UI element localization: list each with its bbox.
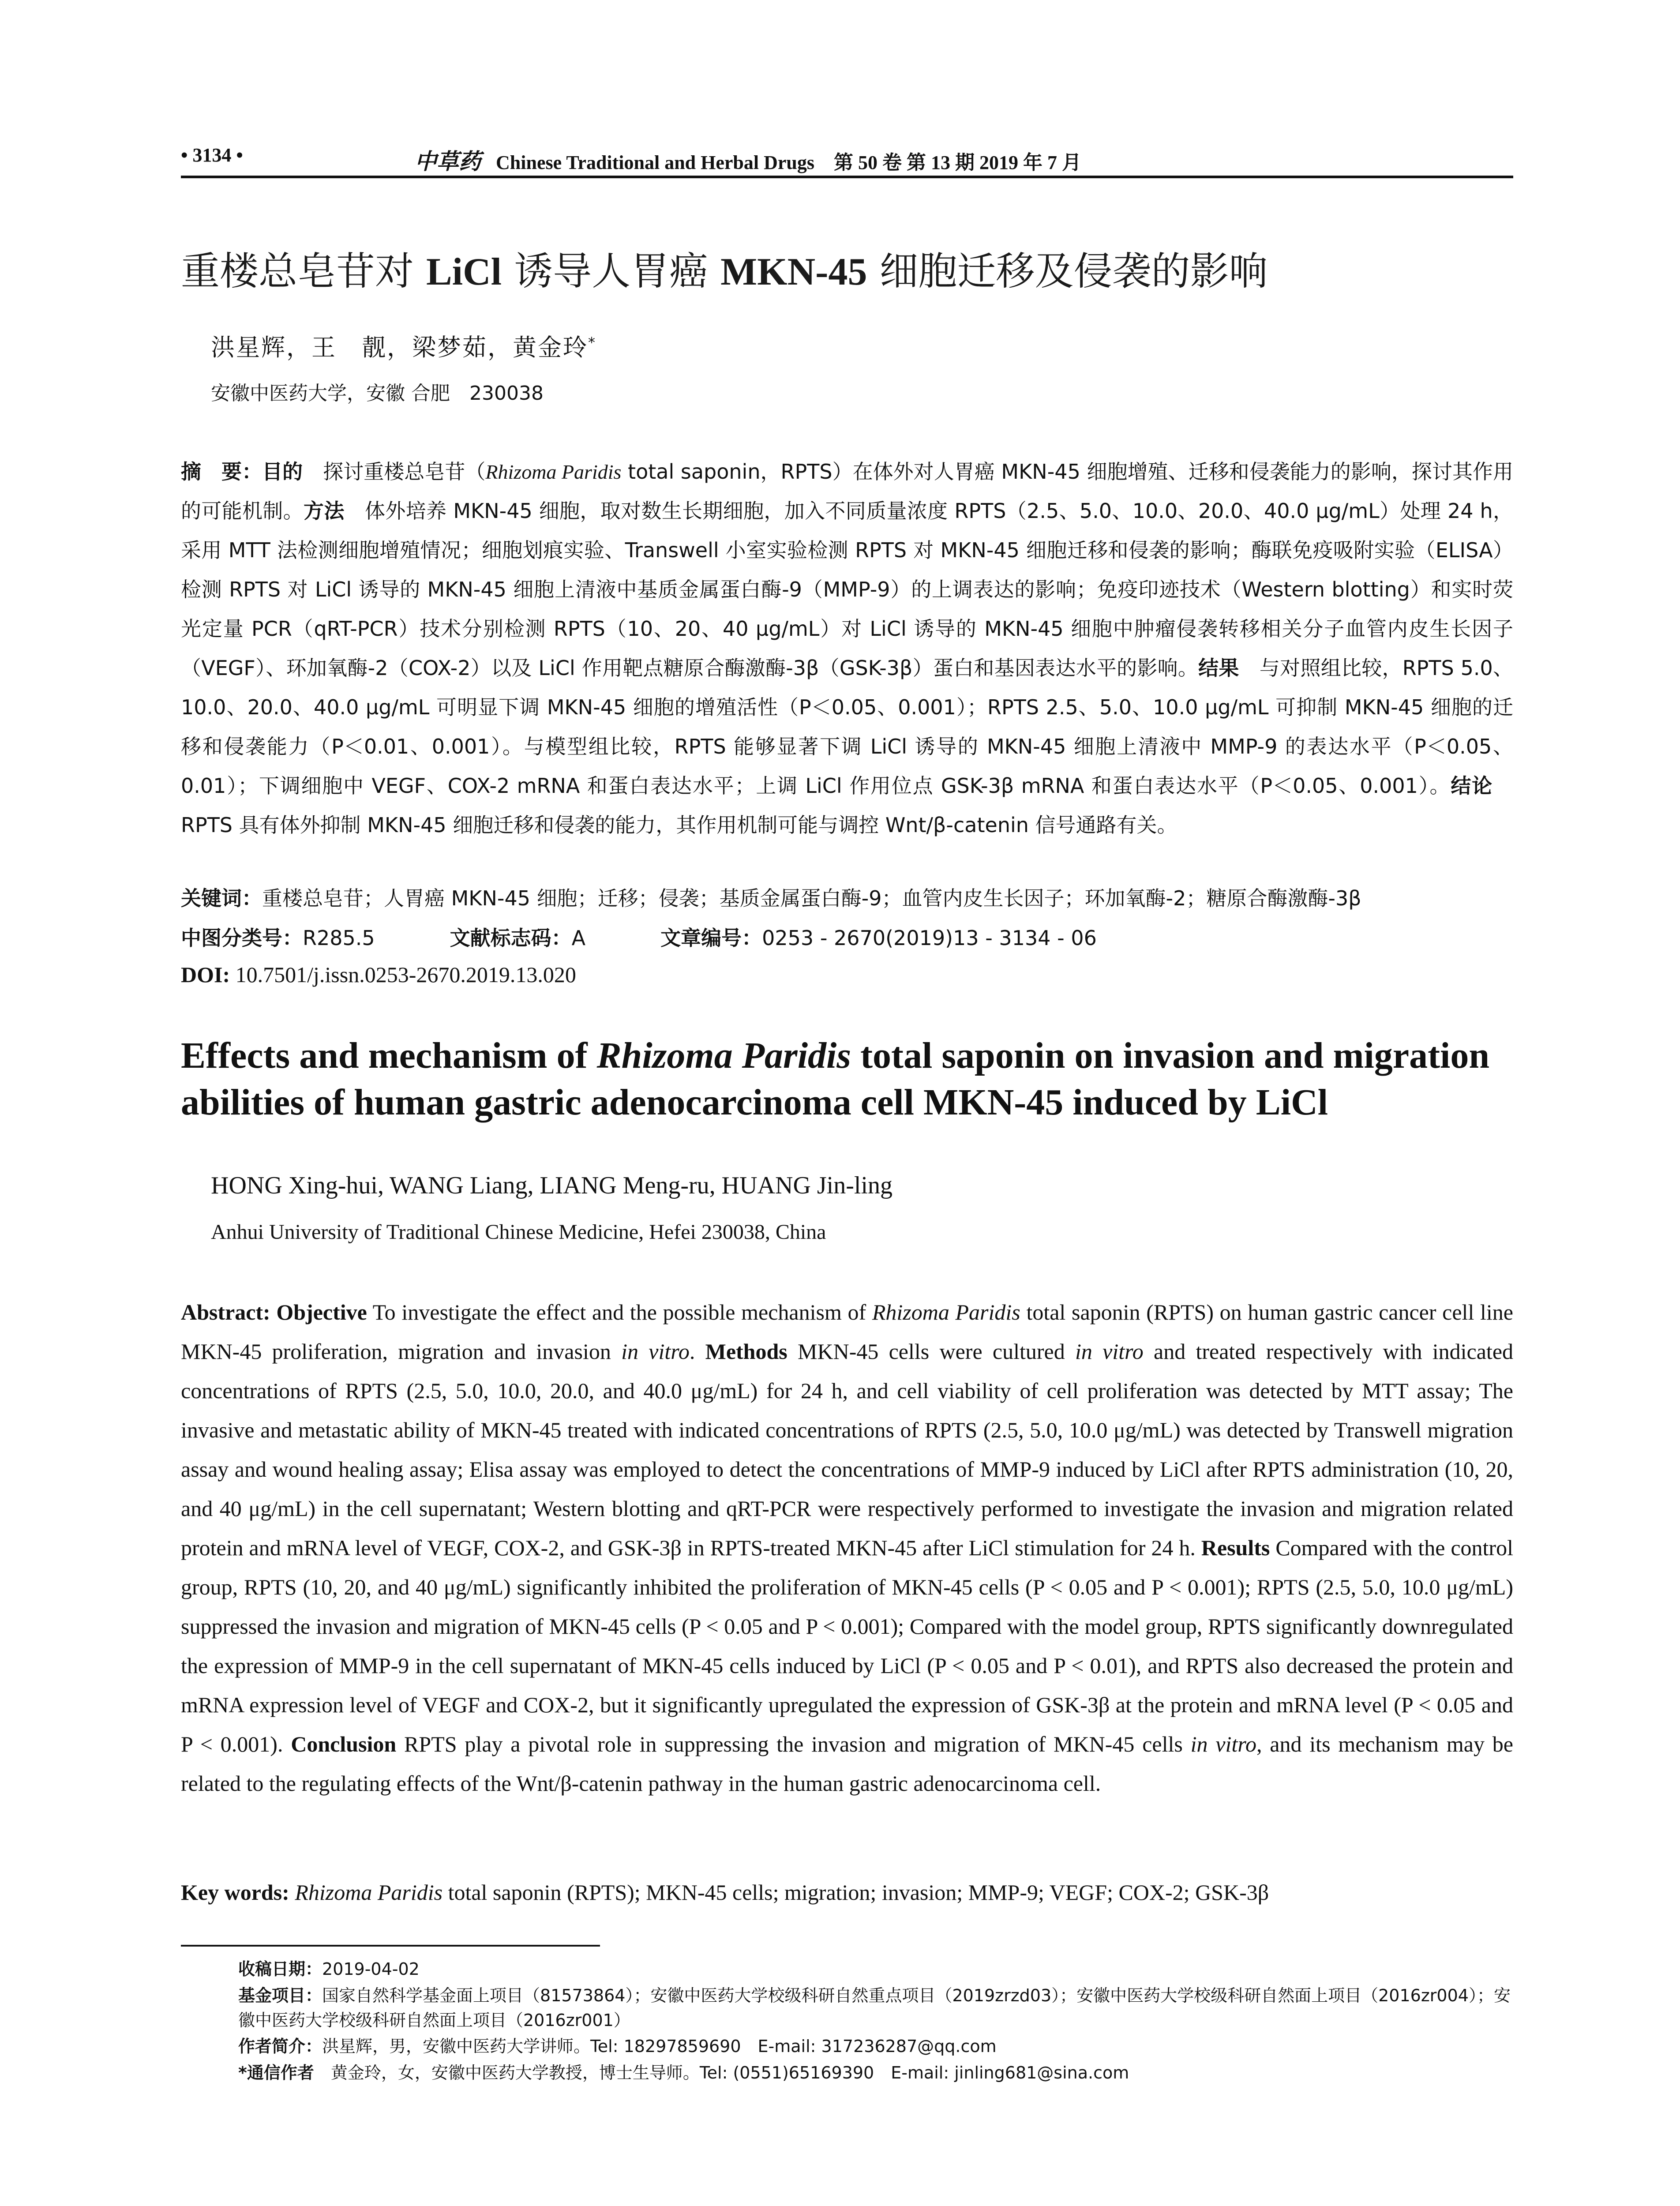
- conclusion-en-label: Conclusion: [291, 1732, 397, 1756]
- classification-line: [181, 922, 1513, 951]
- methods-en-text: and treated respectively with indicated concentrations of RPTS (2.5, 5.0, 10.0, 20.0, and 40.0 μg/mL) for 24 h, and cell viability of cell proliferation was detected by MTT assay; The invasive and metastatic ability of MKN-45 treated with indicated concentrations of RPTS (2.5, 5.0, 10.0 μg/mL) was detected by Transwell migration assay and wound healing assay; Elisa assay was employed to detect the concentrations of MMP-9 induced by LiCl after RPTS administration (10, 20, and 40 μg/mL) in the cell supernatant; Western blotting and qRT-PCR were respectively performed to investigate the invasion and migration related protein and mRNA level of VEGF, COX-2, and GSK-3β in RPTS-treated MKN-45 after LiCl stimulation for 24 h.: [181, 1339, 1514, 1560]
- journal-name: Chinese Traditional and Herbal Drugs: [496, 152, 815, 173]
- results-en-text: Compared with the control group, RPTS (10, 20, and 40 μg/mL) significantly inhibited the proliferation of MKN-45 cells (P < 0.05 and P < 0.001); RPTS (2.5, 5.0, 10.0 μg/mL) suppressed the invasion and migration of MKN-45 cells (P < 0.05 and P < 0.001); Compared with the model group, RPTS significantly downregulated the expression of MMP-9 in the cell supernatant of MKN-45 cells induced by LiCl (P < 0.05 and P < 0.01), and RPTS also decreased the protein and mRNA expression level of VEGF and COX-2, but it significantly upregulated the expression of GSK-3β at the protein and mRNA level (P < 0.05 and P < 0.001).: [181, 1535, 1513, 1756]
- authors-english: HONG Xing-hui, WANG Liang, LIANG Meng-ru, HUANG Jin-ling: [211, 1172, 893, 1199]
- title-cn-text: 诱导人胃癌: [502, 248, 721, 294]
- title-cn-text: 重楼总皂苷对: [181, 248, 426, 294]
- keywords-en-text: total saponin (RPTS); MKN-45 cells; migration; invasion; MMP-9; VEGF; COX-2; GSK-3β: [442, 1880, 1269, 1905]
- received-date: 2019-04-02: [322, 1959, 420, 1979]
- corresponding-mark: *: [588, 334, 596, 351]
- title-cn-cell: MKN-45: [720, 251, 867, 293]
- in-vitro: in vitro: [1190, 1732, 1256, 1756]
- latin-name: Rhizoma Paridis: [295, 1880, 443, 1905]
- affiliation-chinese: 安徽中医药大学，安徽 合肥 230038: [211, 382, 544, 405]
- methods-en-text: MKN-45 cells were cultured: [787, 1339, 1076, 1364]
- fund-label: 基金项目：: [238, 1986, 322, 2005]
- title-english: [181, 1032, 1522, 1126]
- keywords-english: [181, 1880, 1513, 1905]
- results-en-label: Results: [1201, 1535, 1270, 1560]
- latin-name: Rhizoma Paridis: [485, 461, 622, 483]
- page-number: • 3134 •: [181, 144, 243, 166]
- keywords-label: 关键词：: [181, 886, 262, 910]
- title-en-text: Effects and mechanism of: [181, 1035, 597, 1076]
- article-number-value: 0253 - 2670(2019)13 - 3134 - 06: [762, 926, 1097, 950]
- conclusion-en-text: , and its mechanism may be related to the regulating effects of the Wnt/β-catenin pathway in the human gastric adenocarcinoma cell.: [181, 1732, 1513, 1796]
- title-en-text: total saponin on invasion and migration abilities of human gastric adenocarcinoma cell MKN-45 induced by LiCl: [181, 1035, 1490, 1123]
- abstract-en-label: Abstract: Objective: [181, 1300, 367, 1324]
- title-chinese: [181, 240, 1513, 296]
- author-bio-label: 作者简介：: [238, 2037, 322, 2056]
- objective-label: 目的: [262, 460, 303, 484]
- objective-en-text: total saponin (RPTS) on human gastric cancer cell line MKN-45 proliferation, migration and invasion: [181, 1300, 1513, 1364]
- latin-name: Rhizoma Paridis: [872, 1300, 1020, 1324]
- results-text: 与对照组比较，RPTS 5.0、10.0、20.0、40.0 μg/mL 可明显下调 MKN-45 细胞的增殖活性（P＜0.05、0.001）；RPTS 2.5、5.0、10.0 μg/mL 可抑制 MKN-45 细胞的迁移和侵袭能力（P＜0.01、0.001）。与模型组比较，RPTS 能够显著下调 LiCl 诱导的 MKN-45 细胞上清液中 MMP-9 的表达水平（P＜0.05、0.01）；下调细胞中 VEGF、COX-2 mRNA 和蛋白表达水平；上调 LiCl 作用位点 GSK-3β mRNA 和蛋白表达水平（P＜0.05、0.001）。: [181, 656, 1514, 798]
- received-label: 收稿日期：: [238, 1959, 322, 1979]
- objective-text: total saponin，RPTS）在体外对人胃癌 MKN-45 细胞增殖、迁移和侵袭能力的影响，探讨其作用的可能机制。: [181, 460, 1514, 523]
- corresponding-text: 黄金玲，女，安徽中医药大学教授，博士生导师。Tel: (0551)65169390 E-mail: jinling681@sina.com: [314, 2063, 1129, 2082]
- in-vitro: in vitro: [1075, 1339, 1144, 1364]
- authors-chinese: [211, 329, 596, 363]
- title-en-latin: Rhizoma Paridis: [596, 1035, 851, 1076]
- doi-line: [181, 962, 1513, 987]
- journal-logo: 中草药: [415, 149, 481, 174]
- running-header: [181, 140, 1513, 174]
- methods-en-label: Methods: [705, 1339, 788, 1364]
- results-label: 结果: [1198, 656, 1239, 680]
- doi-label: DOI:: [181, 962, 230, 987]
- footnote-author: [238, 2034, 1518, 2059]
- conclusion-en-text: RPTS play a pivotal role in suppressing the invasion and migration of MKN-45 cells: [396, 1732, 1191, 1756]
- header-rule: [181, 176, 1513, 178]
- keywords-text: 重楼总皂苷；人胃癌 MKN-45 细胞；迁移；侵袭；基质金属蛋白酶-9；血管内皮生长因子；环加氧酶-2；糖原合酶激酶-3β: [262, 886, 1361, 910]
- methods-label: 方法: [304, 499, 345, 523]
- objective-en-text: .: [689, 1339, 705, 1364]
- doc-code-value: A: [571, 926, 586, 950]
- footnote-received: [238, 1957, 1518, 1981]
- footnote-corresponding: [238, 2060, 1518, 2085]
- journal-title: [415, 144, 1081, 176]
- article-number-label: 文章编号：: [660, 926, 762, 950]
- methods-text: 体外培养 MKN-45 细胞，取对数生长期细胞，加入不同质量浓度 RPTS（2.5、5.0、10.0、20.0、40.0 μg/mL）处理 24 h，采用 MTT 法检测细胞增殖情况；细胞划痕实验、Transwell 小室实验检测 RPTS 对 MKN-45 细胞迁移和侵袭的影响；酶联免疫吸附实验（ELISA）检测 RPTS 对 LiCl 诱导的 MKN-45 细胞上清液中基质金属蛋白酶-9（MMP-9）的上调表达的影响；免疫印迹技术（Western blotting）和实时荧光定量 PCR（qRT-PCR）技术分别检测 RPTS（10、20、40 μg/mL）对 LiCl 诱导的 MKN-45 细胞中肿瘤侵袭转移相关分子血管内皮生长因子（VEGF）、环加氧酶-2（COX-2）以及 LiCl 作用靶点糖原合酶激酶-3β（GSK-3β）蛋白和基因表达水平的影响。: [181, 499, 1514, 680]
- objective-en-text: To investigate the effect and the possible mechanism of: [367, 1300, 872, 1324]
- footnote-funding: [238, 1983, 1518, 2033]
- author-bio-text: 洪星辉，男，安徽中医药大学讲师。Tel: 18297859690 E-mail: 317236287@qq.com: [322, 2037, 997, 2056]
- clc-value: R285.5: [303, 926, 375, 950]
- keywords-chinese: [181, 882, 1513, 912]
- footnote-rule: [181, 1945, 600, 1947]
- affiliation-english: Anhui University of Traditional Chinese Medicine, Hefei 230038, China: [211, 1220, 826, 1244]
- doi-value: 10.7501/j.issn.0253-2670.2019.13.020: [230, 962, 576, 987]
- conclusion-text: RPTS 具有体外抑制 MKN-45 细胞迁移和侵袭的能力，其作用机制可能与调控 Wnt/β-catenin 信号通路有关。: [181, 774, 1514, 837]
- conclusion-label: 结论: [1451, 774, 1493, 798]
- in-vitro: in vitro: [621, 1339, 690, 1364]
- journal-issue: 第 50 卷 第 13 期 2019 年 7 月: [834, 152, 1082, 173]
- abstract-english: [181, 1293, 1513, 1803]
- title-cn-text: 细胞迁移及侵袭的影响: [867, 248, 1268, 294]
- objective-text: 探讨重楼总皂苷（: [303, 460, 486, 484]
- keywords-en-label: Key words:: [181, 1880, 289, 1905]
- title-cn-licl: LiCl: [426, 251, 502, 293]
- authors-cn-names: 洪星辉，王 靓，梁梦茹，黄金玲: [211, 334, 588, 361]
- abstract-label: 摘 要：: [181, 460, 262, 484]
- abstract-chinese: [181, 452, 1513, 845]
- clc-label: 中图分类号：: [181, 926, 303, 950]
- fund-text: 国家自然科学基金面上项目（81573864）；安徽中医药大学校级科研自然重点项目（2019zrzd03）；安徽中医药大学校级科研自然面上项目（2016zr004）；安徽中医药大学校级科研自然面上项目（2016zr001）: [238, 1986, 1511, 2030]
- doc-code-label: 文献标志码：: [450, 926, 572, 950]
- corresponding-label: *通信作者: [238, 2063, 314, 2082]
